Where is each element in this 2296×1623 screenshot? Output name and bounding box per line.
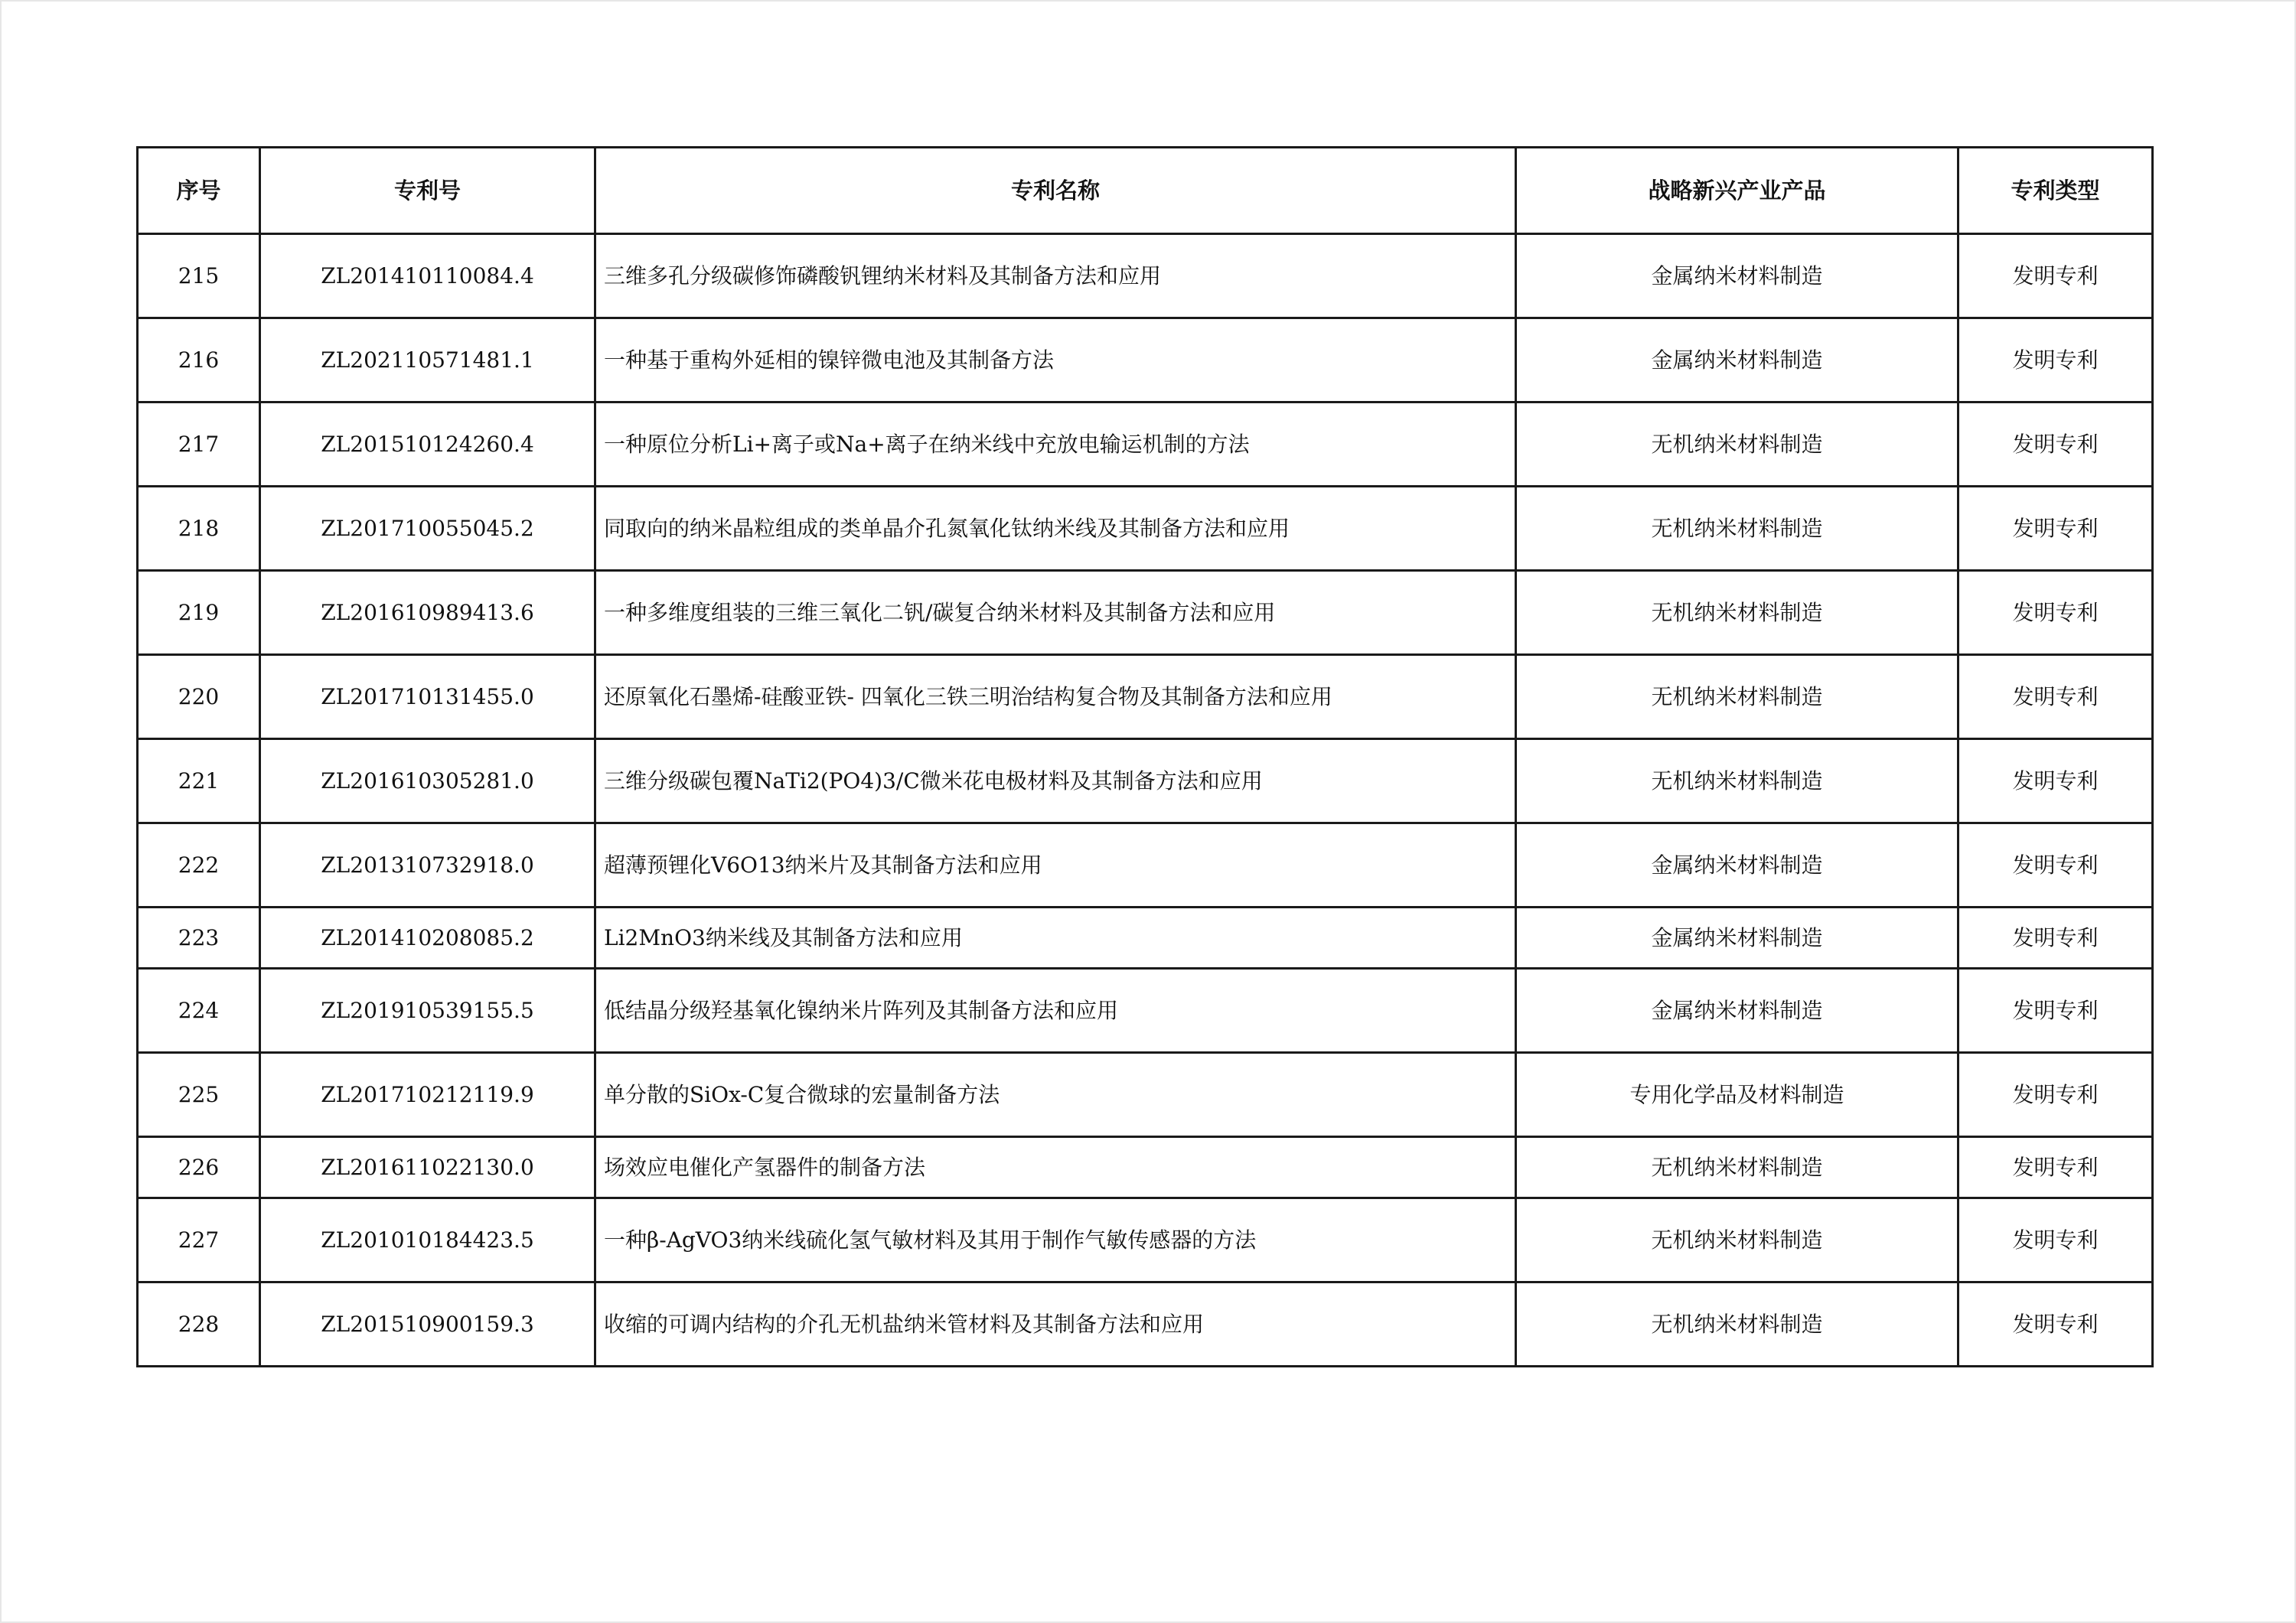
cell-patent-name: Li2MnO3纳米线及其制备方法和应用 [595,908,1516,969]
table-row [138,571,2153,655]
cell-seq: 223 [138,908,260,969]
cell-patent-number: ZL201510900159.3 [260,1282,595,1367]
cell-patent-name: 三维分级碳包覆NaTi2(PO4)3/C微米花电极材料及其制备方法和应用 [595,739,1516,823]
header-seq: 序号 [138,148,260,234]
cell-seq: 222 [138,823,260,908]
cell-patent-type: 发明专利 [1958,402,2153,487]
cell-patent-type: 发明专利 [1958,234,2153,318]
cell-patent-number: ZL201310732918.0 [260,823,595,908]
cell-seq: 220 [138,655,260,739]
cell-patent-number: ZL201710055045.2 [260,487,595,571]
cell-patent-number: ZL201510124260.4 [260,402,595,487]
cell-patent-type: 发明专利 [1958,739,2153,823]
cell-seq: 227 [138,1198,260,1282]
table-row [138,969,2153,1053]
cell-patent-number: ZL201410208085.2 [260,908,595,969]
cell-patent-number: ZL201610305281.0 [260,739,595,823]
header-patent-number: 专利号 [260,148,595,234]
cell-patent-type: 发明专利 [1958,1282,2153,1367]
cell-seq: 226 [138,1137,260,1198]
cell-industry-category: 金属纳米材料制造 [1516,823,1958,908]
cell-patent-type: 发明专利 [1958,655,2153,739]
cell-industry-category: 金属纳米材料制造 [1516,969,1958,1053]
table-row [138,1198,2153,1282]
header-patent-name: 专利名称 [595,148,1516,234]
header-industry-category: 战略新兴产业产品 [1516,148,1958,234]
table-row [138,318,2153,402]
cell-patent-number: ZL201611022130.0 [260,1137,595,1198]
cell-patent-type: 发明专利 [1958,969,2153,1053]
table-row [138,1053,2153,1137]
cell-patent-type: 发明专利 [1958,318,2153,402]
cell-seq: 221 [138,739,260,823]
cell-patent-type: 发明专利 [1958,487,2153,571]
cell-patent-type: 发明专利 [1958,1198,2153,1282]
cell-patent-type: 发明专利 [1958,908,2153,969]
cell-seq: 215 [138,234,260,318]
cell-patent-name: 超薄预锂化V6O13纳米片及其制备方法和应用 [595,823,1516,908]
cell-patent-number: ZL201410110084.4 [260,234,595,318]
cell-seq: 216 [138,318,260,402]
cell-patent-type: 发明专利 [1958,823,2153,908]
table-row [138,823,2153,908]
cell-patent-type: 发明专利 [1958,1137,2153,1198]
table-row [138,234,2153,318]
cell-patent-number: ZL201910539155.5 [260,969,595,1053]
cell-patent-number: ZL202110571481.1 [260,318,595,402]
cell-industry-category: 无机纳米材料制造 [1516,571,1958,655]
cell-seq: 218 [138,487,260,571]
cell-seq: 219 [138,571,260,655]
cell-patent-name: 收缩的可调内结构的介孔无机盐纳米管材料及其制备方法和应用 [595,1282,1516,1367]
table-row [138,739,2153,823]
cell-industry-category: 无机纳米材料制造 [1516,655,1958,739]
cell-seq: 224 [138,969,260,1053]
cell-industry-category: 无机纳米材料制造 [1516,487,1958,571]
cell-patent-number: ZL201710212119.9 [260,1053,595,1137]
table-row [138,655,2153,739]
cell-patent-name: 低结晶分级羟基氧化镍纳米片阵列及其制备方法和应用 [595,969,1516,1053]
cell-industry-category: 金属纳米材料制造 [1516,908,1958,969]
cell-industry-category: 无机纳米材料制造 [1516,1282,1958,1367]
header-patent-type: 专利类型 [1958,148,2153,234]
table-row [138,487,2153,571]
cell-industry-category: 专用化学品及材料制造 [1516,1053,1958,1137]
cell-patent-name: 一种多维度组装的三维三氧化二钒/碳复合纳米材料及其制备方法和应用 [595,571,1516,655]
cell-patent-name: 场效应电催化产氢器件的制备方法 [595,1137,1516,1198]
cell-patent-name: 还原氧化石墨烯-硅酸亚铁- 四氧化三铁三明治结构复合物及其制备方法和应用 [595,655,1516,739]
cell-industry-category: 金属纳米材料制造 [1516,318,1958,402]
cell-patent-name: 同取向的纳米晶粒组成的类单晶介孔氮氧化钛纳米线及其制备方法和应用 [595,487,1516,571]
table-row [138,402,2153,487]
cell-patent-number: ZL201610989413.6 [260,571,595,655]
cell-industry-category: 无机纳米材料制造 [1516,739,1958,823]
table-row [138,908,2153,969]
table-row [138,1282,2153,1367]
table-row [138,1137,2153,1198]
cell-industry-category: 无机纳米材料制造 [1516,402,1958,487]
cell-patent-number: ZL201710131455.0 [260,655,595,739]
cell-patent-name: 一种原位分析Li+离子或Na+离子在纳米线中充放电输运机制的方法 [595,402,1516,487]
patent-table [136,146,2154,1367]
cell-patent-name: 一种基于重构外延相的镍锌微电池及其制备方法 [595,318,1516,402]
cell-industry-category: 无机纳米材料制造 [1516,1137,1958,1198]
cell-seq: 217 [138,402,260,487]
cell-patent-name: 单分散的SiOx-C复合微球的宏量制备方法 [595,1053,1516,1137]
cell-patent-type: 发明专利 [1958,1053,2153,1137]
patent-table-body [138,234,2153,1367]
cell-patent-name: 三维多孔分级碳修饰磷酸钒锂纳米材料及其制备方法和应用 [595,234,1516,318]
cell-patent-type: 发明专利 [1958,571,2153,655]
cell-patent-name: 一种β-AgVO3纳米线硫化氢气敏材料及其用于制作气敏传感器的方法 [595,1198,1516,1282]
cell-patent-number: ZL201010184423.5 [260,1198,595,1282]
cell-industry-category: 无机纳米材料制造 [1516,1198,1958,1282]
cell-seq: 228 [138,1282,260,1367]
cell-industry-category: 金属纳米材料制造 [1516,234,1958,318]
header-row [138,148,2153,234]
cell-seq: 225 [138,1053,260,1137]
